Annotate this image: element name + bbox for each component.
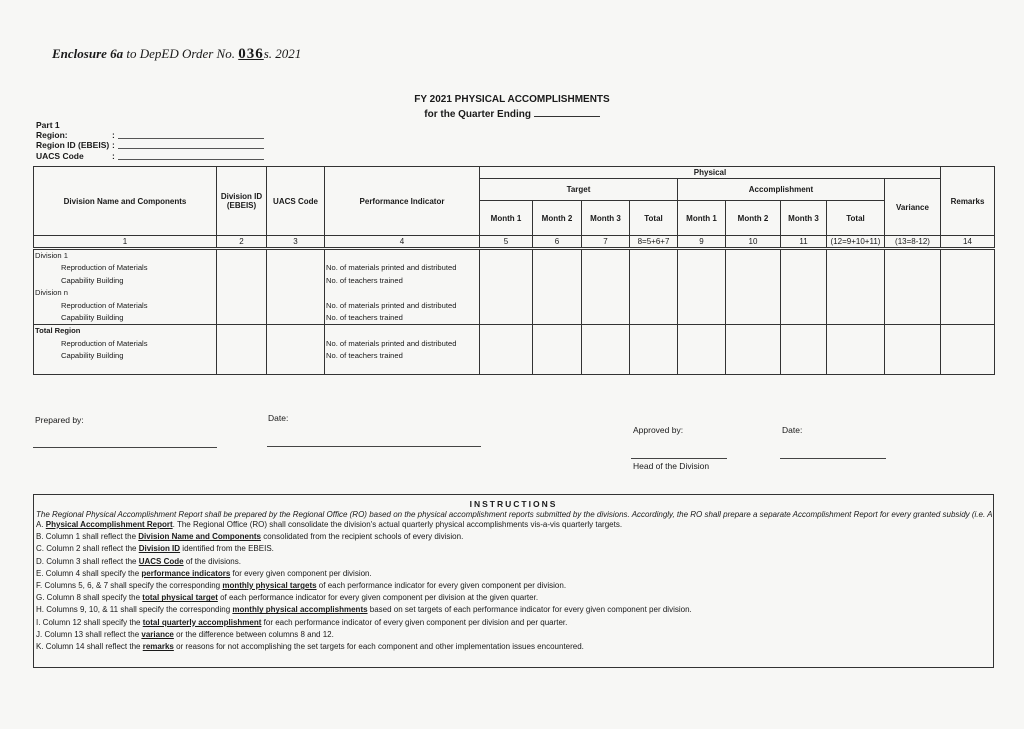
uacs-code-label: UACS Code	[36, 150, 84, 161]
cell	[726, 325, 781, 375]
instruction-key: performance indicators	[141, 568, 231, 578]
instruction-text: based on set targets of each performance indicator for every given component per division.	[367, 605, 692, 615]
order-number: 036	[238, 46, 264, 62]
cell	[217, 249, 267, 325]
col-num: 1	[34, 236, 217, 249]
col-num: 14	[941, 236, 995, 249]
instruction-text: or the difference between columns 8 and 12.	[173, 629, 334, 639]
instruction-item	[34, 580, 993, 592]
total-region-indicator-cell	[325, 325, 480, 375]
instruction-key: monthly physical targets	[222, 581, 317, 591]
report-title: FY 2021 PHYSICAL ACCOMPLISHMENTS	[414, 94, 610, 105]
instruction-item	[34, 543, 993, 555]
cell	[480, 249, 533, 325]
cell	[827, 325, 885, 375]
region-id-field	[36, 140, 264, 150]
instruction-text: . The Regional Office (RO) shall consolidate the division's actual quarterly physical accomplishments vis-a-vis quarterly targets.	[172, 520, 623, 529]
indicator-text: No. of materials printed and distributed	[326, 338, 457, 348]
cell	[885, 249, 941, 325]
region-field	[36, 130, 264, 140]
instruction-key: Physical Accomplishment Report	[45, 520, 173, 529]
col-num: 11	[781, 236, 827, 249]
indicator-text: No. of materials printed and distributed	[326, 263, 457, 273]
component-name: Capability Building	[61, 313, 124, 323]
part-1-fields	[36, 120, 264, 161]
instruction-text: of each performance indicator for every given component per division at the given quarter.	[217, 593, 539, 603]
enclosure-prefix: Enclosure 6a	[52, 46, 124, 61]
uacs-code-blank	[118, 151, 264, 160]
region-id-label: Region ID (EBEIS)	[36, 140, 110, 151]
instruction-text: C. Column 2 shall reflect the	[36, 544, 139, 554]
region-label: Region:	[36, 130, 68, 141]
date-label-2: Date:	[782, 425, 803, 435]
division-n-name: Division n	[35, 288, 68, 298]
cell	[630, 325, 678, 375]
instruction-text: F. Columns 5, 6, & 7 shall specify the corresponding	[36, 581, 223, 591]
header-accomp-month-1: Month 1	[678, 201, 726, 236]
instruction-text: for every given component per division.	[230, 568, 372, 578]
component-name: Reproduction of Materials	[61, 263, 148, 273]
instruction-key: UACS Code	[138, 556, 184, 566]
header-accomp-total: Total	[827, 201, 885, 236]
col-num: 2	[217, 236, 267, 249]
instructions-heading: INSTRUCTIONS	[469, 499, 558, 509]
instructions-box	[33, 494, 994, 668]
instruction-text: identified from the EBEIS.	[180, 544, 274, 554]
header-variance: Variance	[885, 179, 941, 236]
table-row-divisions	[34, 249, 995, 325]
region-id-blank	[118, 140, 264, 149]
instruction-text: or reasons for not accomplishing the set targets for each component and other implementation issues encountered.	[173, 642, 584, 652]
total-region-name: Total Region	[35, 326, 81, 336]
part-label: Part 1	[36, 120, 60, 130]
instruction-item	[34, 641, 993, 653]
cell	[480, 325, 533, 375]
header-accomp-month-2: Month 2	[726, 201, 781, 236]
date-line-1	[267, 446, 481, 447]
enclosure-middle: to DepED Order No.	[126, 46, 235, 61]
component-name: Capability Building	[61, 351, 124, 361]
region-blank	[118, 130, 264, 139]
cell	[267, 249, 325, 325]
report-subtitle	[0, 108, 1024, 120]
indicator-text: No. of teachers trained	[326, 275, 403, 285]
approved-by-label: Approved by:	[633, 425, 684, 435]
col-num: 10	[726, 236, 781, 249]
instruction-item	[34, 592, 993, 604]
instruction-item	[34, 629, 993, 641]
header-target-total: Total	[630, 201, 678, 236]
col-num: 7	[582, 236, 630, 249]
uacs-code-field	[36, 151, 264, 161]
indicator-text: No. of teachers trained	[326, 313, 403, 323]
uacs-code-colon: :	[112, 150, 115, 161]
table-row-total-region	[34, 325, 995, 375]
instruction-key: monthly physical accomplishments	[232, 605, 368, 615]
header-target-month-1: Month 1	[480, 201, 533, 236]
instruction-text: H. Columns 9, 10, & 11 shall specify the corresponding	[36, 605, 233, 615]
cell	[582, 249, 630, 325]
cell	[217, 325, 267, 375]
instruction-text: of each performance indicator for every given component per division.	[316, 581, 567, 591]
instruction-item	[34, 531, 993, 543]
prepared-by-label: Prepared by:	[35, 415, 84, 425]
instruction-text: for each performance indicator of every given component per division and per quarter.	[261, 617, 568, 627]
instruction-text: D. Column 3 shall reflect the	[36, 556, 139, 566]
divisions-indicator-cell	[325, 249, 480, 325]
cell	[678, 249, 726, 325]
instruction-item	[34, 604, 993, 616]
region-colon: :	[112, 130, 115, 141]
enclosure-label	[52, 46, 301, 63]
header-target: Target	[480, 179, 678, 201]
instruction-key: remarks	[142, 642, 174, 652]
prepared-by-line	[33, 447, 217, 448]
cell	[533, 249, 582, 325]
cell	[941, 325, 995, 375]
instruction-item	[34, 617, 993, 629]
region-id-colon: :	[112, 140, 115, 151]
instruction-key: Division ID	[138, 544, 181, 554]
instruction-key: Division Name and Components	[138, 532, 261, 542]
col-num: 6	[533, 236, 582, 249]
instruction-text: K. Column 14 shall reflect the	[36, 642, 143, 652]
date-line-2	[780, 458, 886, 459]
header-division-id: Division ID (EBEIS)	[217, 167, 267, 236]
instruction-text: B. Column 1 shall reflect the	[36, 532, 139, 542]
instruction-key: total physical target	[142, 593, 218, 603]
approved-by-line	[631, 458, 727, 459]
header-physical: Physical	[480, 167, 941, 179]
column-number-row	[34, 236, 995, 249]
date-label-1: Date:	[268, 413, 289, 423]
indicator-text: No. of teachers trained	[326, 351, 403, 361]
header-accomp-month-3: Month 3	[781, 201, 827, 236]
header-division-name: Division Name and Components	[34, 167, 217, 236]
instruction-text: I. Column 12 shall specify the	[36, 617, 143, 627]
instruction-item	[34, 568, 993, 580]
cell	[781, 249, 827, 325]
indicator-text: No. of materials printed and distributed	[326, 300, 457, 310]
instruction-key: variance	[141, 629, 174, 639]
header-accomplishment: Accomplishment	[678, 179, 885, 201]
component-name: Reproduction of Materials	[61, 338, 148, 348]
col-num: 4	[325, 236, 480, 249]
cell	[781, 325, 827, 375]
instructions-intro: The Regional Physical Accomplishment Report shall be prepared by the Regional Office (RO) based on the physical accomplishment reports submitted by the divisions. Accordingly, the RO shall prepare a separate Accomplishment Report for every granted subsidy (i.e. A	[36, 510, 993, 519]
accomplishment-table	[33, 166, 995, 375]
col-num: 9	[678, 236, 726, 249]
col-num: (13=8-12)	[885, 236, 941, 249]
component-name: Reproduction of Materials	[61, 300, 148, 310]
instruction-key: total quarterly accomplishment	[142, 617, 262, 627]
cell	[533, 325, 582, 375]
instruction-text: of the divisions.	[183, 556, 241, 566]
head-of-division-label: Head of the Division	[633, 461, 710, 471]
instruction-text: G. Column 8 shall specify the	[36, 593, 143, 603]
col-num: (12=9+10+11)	[827, 236, 885, 249]
total-region-name-cell	[34, 325, 217, 375]
cell	[678, 325, 726, 375]
division-1-name: Division 1	[35, 251, 68, 260]
cell	[726, 249, 781, 325]
quarter-ending-label: for the Quarter Ending	[424, 109, 531, 120]
cell	[941, 249, 995, 325]
instruction-text: E. Column 4 shall specify the	[36, 568, 142, 578]
divisions-name-cell	[34, 249, 217, 325]
instruction-item	[34, 556, 993, 568]
instruction-text: consolidated from the recipient schools of every division.	[260, 532, 464, 542]
quarter-ending-blank	[534, 108, 600, 117]
instruction-item	[34, 519, 993, 531]
header-target-month-2: Month 2	[533, 201, 582, 236]
cell	[582, 325, 630, 375]
instruction-text: A.	[36, 520, 46, 529]
col-num: 5	[480, 236, 533, 249]
header-target-month-3: Month 3	[582, 201, 630, 236]
cell	[885, 325, 941, 375]
header-uacs-code: UACS Code	[267, 167, 325, 236]
cell	[630, 249, 678, 325]
instruction-text: J. Column 13 shall reflect the	[36, 629, 142, 639]
col-num: 3	[267, 236, 325, 249]
enclosure-suffix: s. 2021	[263, 46, 302, 61]
cell	[267, 325, 325, 375]
cell	[827, 249, 885, 325]
header-remarks: Remarks	[941, 167, 995, 236]
header-performance-indicator: Performance Indicator	[325, 167, 480, 236]
component-name: Capability Building	[61, 275, 124, 285]
col-num: 8=5+6+7	[630, 236, 678, 249]
